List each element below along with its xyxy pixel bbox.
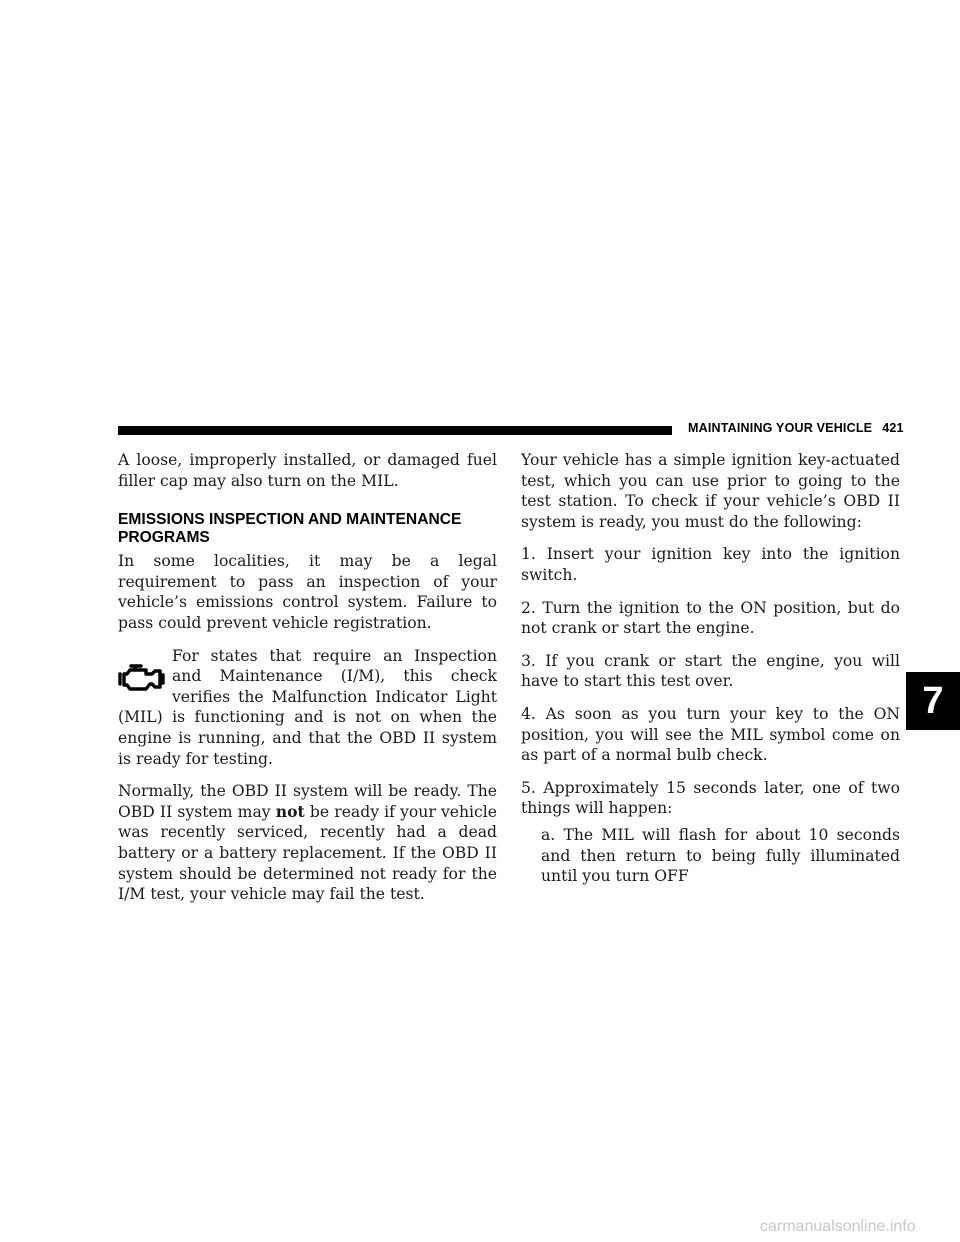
readiness-text-b: be ready if your vehicle was recently serviced, recently had a dead battery or a battery replacement. If the OBD II system should be determined not ready for the I/M test, your vehicle may fail the test. bbox=[118, 802, 497, 904]
check-engine-icon bbox=[116, 660, 166, 700]
section-title: MAINTAINING YOUR VEHICLE bbox=[688, 421, 873, 435]
running-header bbox=[688, 421, 904, 435]
right-column bbox=[521, 450, 900, 899]
watermark-text: carmanualsonline.info bbox=[760, 1218, 916, 1235]
page-number: 421 bbox=[882, 421, 904, 435]
inspection-paragraph: In some localities, it may be a legal requirement to pass an inspection of your vehicle’s emissions control system. Failure to pass could prevent vehicle registration. bbox=[118, 552, 497, 632]
step-item: 3. If you crank or start the engine, you will have to start this test over. bbox=[521, 651, 900, 691]
mil-paragraph bbox=[118, 646, 497, 770]
intro-paragraph: A loose, improperly installed, or damaged fuel filler cap may also turn on the MIL. bbox=[118, 451, 497, 490]
step-item: 2. Turn the ignition to the ON position, but do not crank or start the engine. bbox=[521, 598, 900, 638]
left-column bbox=[118, 450, 497, 917]
readiness-emphasis: not bbox=[275, 801, 305, 821]
readiness-text-a: Normally, the OBD II system will be ready. The OBD II system may bbox=[118, 782, 497, 821]
chapter-tab: 7 bbox=[906, 672, 960, 730]
header-rule bbox=[118, 426, 672, 435]
step-item: 1. Insert your ignition key into the ignition switch. bbox=[521, 545, 900, 584]
sub-step-a: a. The MIL will flash for about 10 seconds and then return to being fully illuminated until you turn OFF bbox=[541, 825, 900, 886]
section-heading: EMISSIONS INSPECTION AND MAINTENANCE PROGRAMS bbox=[118, 511, 462, 547]
test-intro-paragraph: Your vehicle has a simple ignition key-actuated test, which you can use prior to going to the test station. To check if your vehicle’s OBD II system is ready, you must do the following: bbox=[521, 451, 900, 531]
step-item: 5. Approximately 15 seconds later, one of two things will happen: bbox=[521, 778, 900, 818]
readiness-paragraph bbox=[118, 781, 497, 905]
mil-paragraph-text: For states that require an Inspection and Maintenance (I/M), this check verifies the Malfunction Indicator Light (MIL) is functioning and is not on when the engine is running, and that the OBD II system is ready for testing. bbox=[118, 646, 497, 768]
step-item: 4. As soon as you turn your key to the ON position, you will see the MIL symbol come on as part of a normal bulb check. bbox=[521, 704, 900, 765]
